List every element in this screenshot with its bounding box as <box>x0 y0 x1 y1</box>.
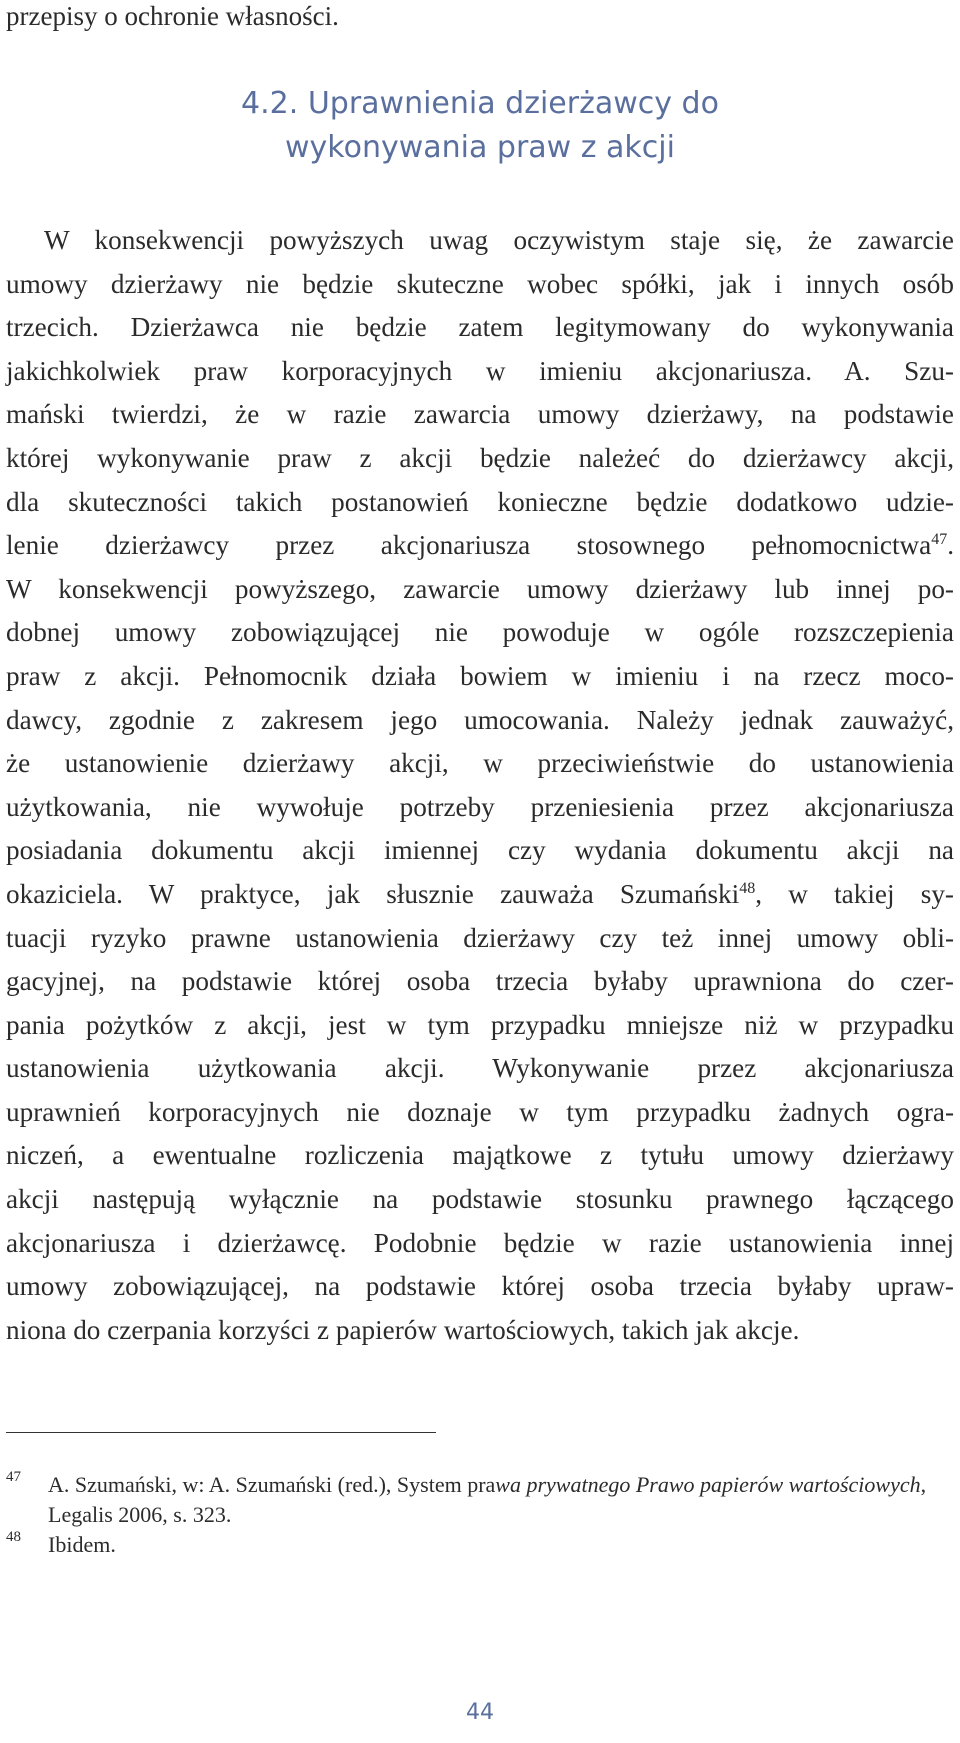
body-line: gacyjnej, na podstawie której osoba trzecia byłaby uprawniona do czer- <box>6 966 954 997</box>
body-line: W konsekwencji powyższego, zawarcie umowy dzierżawy lub innej po- <box>6 573 954 604</box>
body-line: niona do czerpania korzyści z papierów wartościowych, takich jak akcje. <box>6 1314 800 1345</box>
body-line: że ustanowienie dzierżawy akcji, w przeciwieństwie do ustanowienia <box>6 748 954 779</box>
body-line: użytkowania, nie wywołuje potrzeby przeniesienia przez akcjonariusza <box>6 791 954 822</box>
section-heading-line-1: 4.2. Uprawnienia dzierżawcy do <box>241 86 719 121</box>
footnote-text: Ibidem. <box>48 1532 116 1557</box>
body-line: mański twierdzi, że w razie zawarcia umowy dzierżawy, na podstawie <box>6 399 954 430</box>
body-line: której wykonywanie praw z akcji będzie należeć do dzierżawcy akcji, <box>6 442 954 473</box>
body-line: niczeń, a ewentualne rozliczenia majątkowe z tytułu umowy dzierżawy <box>6 1140 954 1171</box>
footnote-number: 48 <box>6 1529 21 1545</box>
footnotes <box>6 1470 954 1560</box>
body-line: pania pożytków z akcji, jest w tym przypadku mniejsze niż w przypadku <box>6 1009 954 1040</box>
body-line: trzecich. Dzierżawca nie będzie zatem legitymowany do wykonywania <box>6 312 954 343</box>
footnote-48 <box>6 1530 954 1560</box>
body-line <box>6 524 954 568</box>
body-line: akcji następują wyłącznie na podstawie stosunku prawnego łączącego <box>6 1184 954 1215</box>
body-line: ustanowienia użytkowania akcji. Wykonywanie przez akcjonariusza <box>6 1053 954 1084</box>
body-line: umowy dzierżawy nie będzie skuteczne wobec spółki, jak i innych osób <box>6 268 954 299</box>
body-line: akcjonariusza i dzierżawcę. Podobnie będzie w razie ustanowienia innej <box>6 1227 954 1258</box>
footnote-text: , Legalis 2006, s. 323. <box>48 1472 927 1527</box>
body-line: uprawnień korporacyjnych nie doznaje w tym przypadku żadnych ogra- <box>6 1096 954 1127</box>
body-line: dawcy, zgodnie z zakresem jego umocowania. Należy jednak zauważyć, <box>6 704 954 735</box>
body-line: W konsekwencji powyższych uwag oczywistym staje się, że zawarcie <box>44 225 954 255</box>
footnote-italic-title: wa prywatnego Prawo papierów wartościowych <box>495 1472 921 1497</box>
body-line: dobnej umowy zobowiązującej nie powoduje w ogóle rozszczepienia <box>6 617 954 648</box>
body-line: praw z akcji. Pełnomocnik działa bowiem w imieniu i na rzecz moco- <box>6 660 954 691</box>
footnote-number: 47 <box>6 1469 21 1485</box>
footnote-separator <box>6 1432 436 1433</box>
body-line-text: lenie dzierżawcy przez akcjonariusza stosownego pełnomocnictwa <box>6 530 932 561</box>
body-line: posiadania dokumentu akcji imiennej czy wydania dokumentu akcji na <box>6 835 954 866</box>
body-line: umowy zobowiązującej, na podstawie której osoba trzecia byłaby upraw- <box>6 1271 954 1302</box>
body-line-text: . <box>947 530 954 561</box>
body-line: jakichkolwiek praw korporacyjnych w imieniu akcjonariusza. A. Szu- <box>6 355 954 386</box>
body-line-text: okaziciela. W praktyce, jak słusznie zauważa Szumański <box>6 878 740 909</box>
footnote-text: A. Szumański, w: A. Szumański (red.), System pra <box>48 1472 496 1497</box>
section-heading <box>160 82 800 170</box>
body-line-text: , w takiej sy- <box>755 878 954 909</box>
footnote-47 <box>6 1470 954 1530</box>
body-line <box>6 873 954 917</box>
footnote-reference[interactable]: 48 <box>739 879 756 897</box>
body-line: tuacji ryzyko prawne ustanowienia dzierżawy czy też innej umowy obli- <box>6 922 954 953</box>
section-heading-line-2: wykonywania praw z akcji <box>285 130 675 165</box>
page-number: 44 <box>466 1700 494 1725</box>
body-line: dla skuteczności takich postanowień konieczne będzie dodatkowo udzie- <box>6 486 954 517</box>
previous-paragraph-ending: przepisy o ochronie własności. <box>6 1 339 31</box>
body-paragraph <box>6 219 954 1352</box>
footnote-reference[interactable]: 47 <box>931 531 948 549</box>
